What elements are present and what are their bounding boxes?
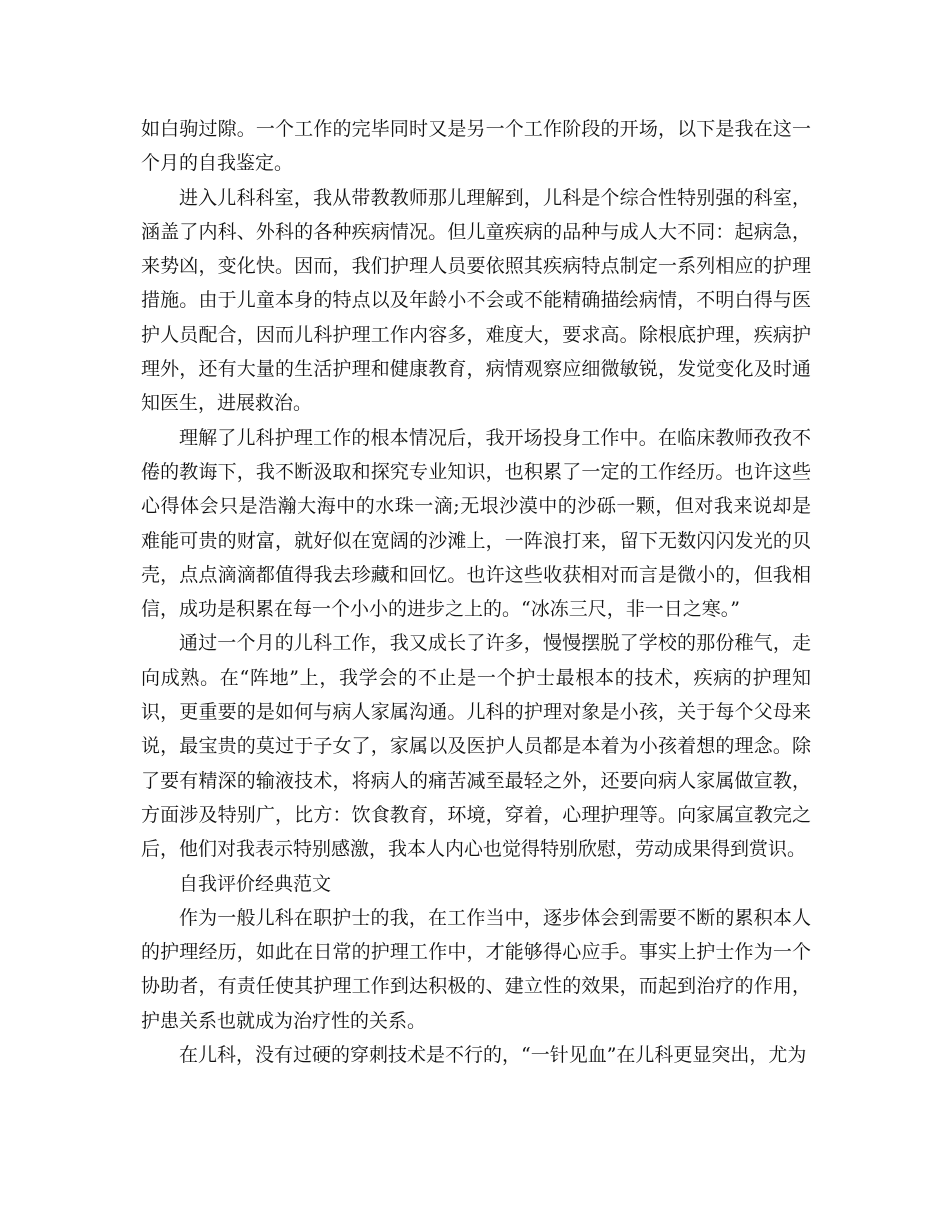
paragraph-pediatrics-intro: 进入儿科科室，我从带教教师那儿理解到，儿科是个综合性特别强的科室，涵盖了内科、外科的各种疾病情况。但儿童疾病的品种与成人大不同：起病急，来势凶，变化快。因而，我们护理人员要依照其疾病特点制定一系列相应的护理措施。由于儿童本身的特点以及年龄小不会或不能精确描绘病情，不明白得与医护人员配合，因而儿科护理工作内容多，难度大，要求高。除根底护理，疾病护理外，还有大量的生活护理和健康教育，病情观察应细微敏锐，发觉变化及时通知医生，进展救治。 [141, 186, 811, 415]
paragraph-nurse-role: 作为一般儿科在职护士的我，在工作当中，逐步体会到需要不断的累积本人的护理经历，如此在日常的护理工作中，才能够得心应手。事实上护士作为一个协助者，有责任使其护理工作到达积极的、建立性的效果，而起到治疗的作用，护患关系也就成为治疗性的关系。 [141, 906, 811, 1032]
paragraph-growth-communication: 通过一个月的儿科工作，我又成长了许多，慢慢摆脱了学校的那份稚气，走向成熟。在“阵地”上，我学会的不止是一个护士最根本的技术，疾病的护理知识，更重要的是如何与病人家属沟通。儿科的护理对象是小孩，关于每个父母来说，最宝贵的莫过于子女了，家属以及医护人员都是本着为小孩着想的理念。除了要有精深的输液技术，将病人的痛苦减至最轻之外，还要向病人家属做宣教，方面涉及特别广，比方：饮食教育，环境，穿着，心理护理等。向家属宣教完之后，他们对我表示特别感激，我本人内心也觉得特别欣慰，劳动成果得到赏识。 [141, 632, 811, 861]
document-body [141, 112, 811, 1072]
paragraph-continuation: 如白驹过隙。一个工作的完毕同时又是另一个工作阶段的开场，以下是我在这一个月的自我鉴定。 [141, 118, 811, 175]
section-heading: 自我评价经典范文 [179, 872, 332, 895]
paragraph-puncture-skill: 在儿科，没有过硬的穿刺技术是不行的，“一针见血”在儿科更显突出，尤为 [179, 1044, 807, 1067]
paragraph-learning-experience: 理解了儿科护理工作的根本情况后，我开场投身工作中。在临床教师孜孜不倦的教诲下，我不断汲取和探究专业知识，也积累了一定的工作经历。也许这些心得体会只是浩瀚大海中的水珠一滴;无垠沙漠中的沙砾一颗，但对我来说却是难能可贵的财富，就好似在宽阔的沙滩上，一阵浪打来，留下无数闪闪发光的贝壳，点点滴滴都值得我去珍藏和回忆。也许这些收获相对而言是微小的，但我相信，成功是积累在每一个小小的进步之上的。“冰冻三尺，非一日之寒。” [141, 426, 811, 621]
